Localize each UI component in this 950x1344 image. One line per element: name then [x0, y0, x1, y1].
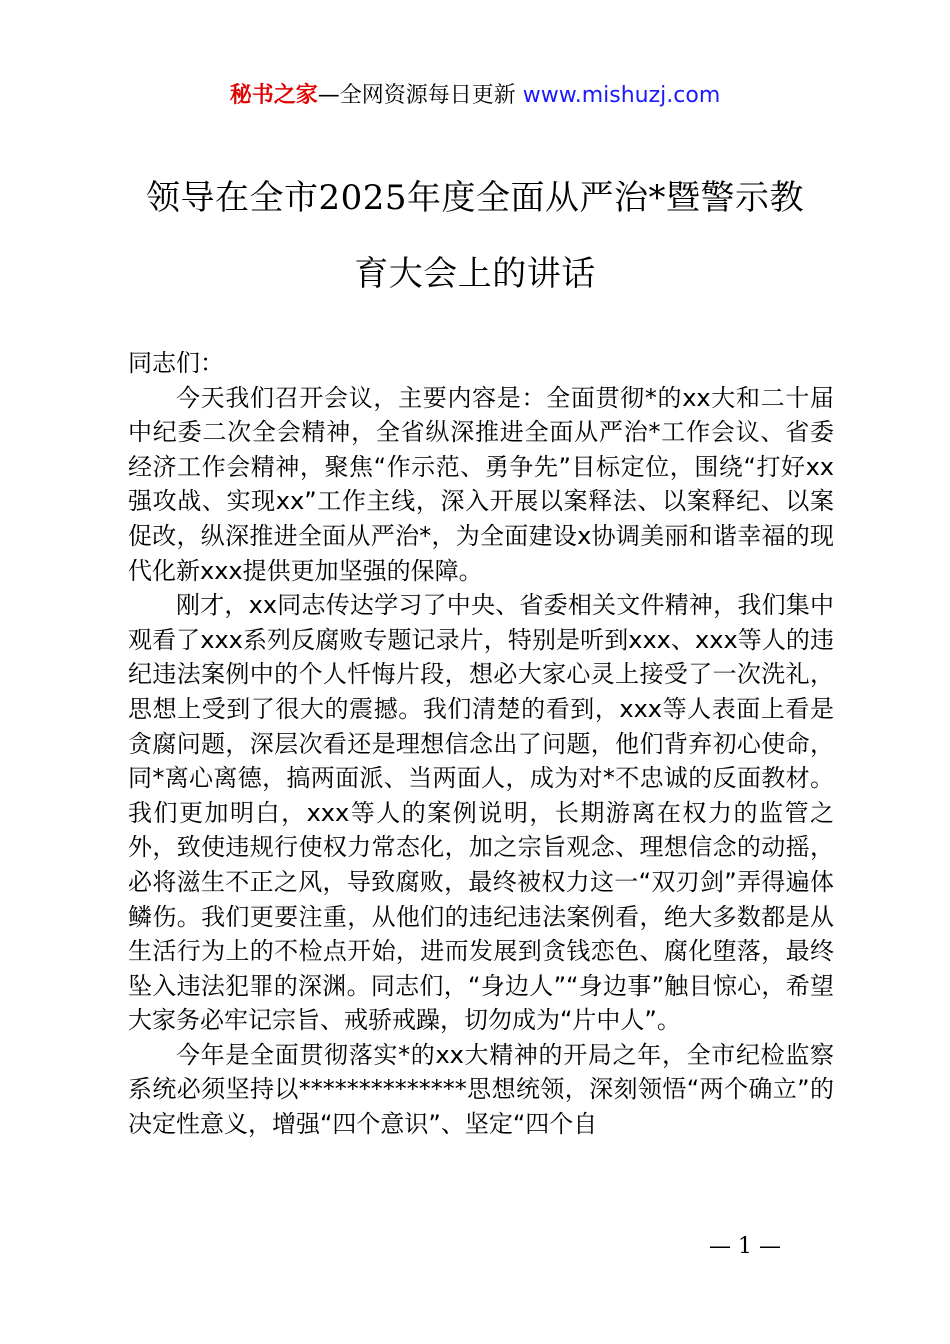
- site-brand: 秘书之家: [229, 83, 318, 108]
- page-number: — 1 —: [709, 1234, 781, 1259]
- body-paragraph-3: 今年是全面贯彻落实*的xx大精神的开局之年，全市纪检监察系统必须坚持以**************思想统领，深刻领悟“两个确立”的决定性意义，增强“四个意识”、坚定“四个自: [128, 1040, 834, 1139]
- body-paragraph-1: 今天我们召开会议，主要内容是：全面贯彻*的xx大和二十届中纪委二次全会精神，全省纵深推进全面从严治*工作会议、省委经济工作会精神，聚焦“作示范、勇争先”目标定位，围绕“打好xx强攻战、实现xx”工作主线，深入开展以案释法、以案释纪、以案促改，纵深推进全面从严治*，为全面建设x协调美丽和谐幸福的现代化新xxx提供更加坚强的保障。: [128, 383, 834, 585]
- document-title-line-2: 育大会上的讲话: [354, 254, 596, 294]
- site-header: [0, 80, 950, 112]
- site-tagline: —全网资源每日更新: [317, 83, 516, 108]
- document-title-line-1: 领导在全市2025年度全面从严治*暨警示教: [145, 178, 805, 218]
- salutation: 同志们：: [128, 349, 224, 377]
- site-url-link[interactable]: www.mishuzj.com: [522, 83, 721, 108]
- body-paragraph-2: 刚才，xx同志传达学习了中央、省委相关文件精神，我们集中观看了xxx系列反腐败专题记录片，特别是听到xxx、xxx等人的违纪违法案例中的个人忏悔片段，想必大家心灵上接受了一次洗礼，思想上受到了很大的震撼。我们清楚的看到，xxx等人表面上看是贪腐问题，深层次看还是理想信念出了问题，他们背弃初心使命，同*离心离德，搞两面派、当两面人，成为对*不忠诚的反面教材。我们更加明白，xxx等人的案例说明，长期游离在权力的监管之外，致使违规行使权力常态化，加之宗旨观念、理想信念的动摇，必将滋生不正之风，导致腐败，最终被权力这一“双刃剑”弄得遍体鳞伤。我们更要注重，从他们的违纪违法案例看，绝大多数都是从生活行为上的不检点开始，进而发展到贪钱恋色、腐化堕落，最终坠入违法犯罪的深渊。同志们，“身边人”“身边事”触目惊心，希望大家务必牢记宗旨、戒骄戒躁，切勿成为“片中人”。: [128, 591, 834, 1035]
- document-body: [128, 346, 834, 1142]
- document-title: [60, 160, 890, 312]
